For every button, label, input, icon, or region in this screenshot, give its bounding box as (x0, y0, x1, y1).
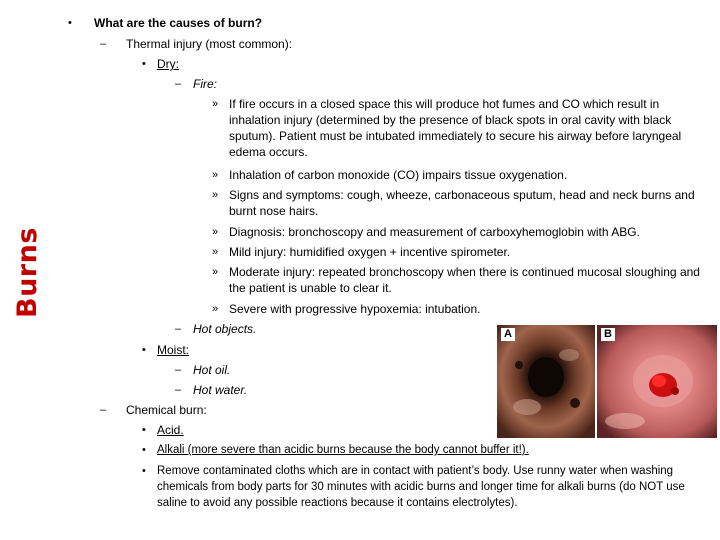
airway-photo-b (597, 325, 717, 438)
fire-item: Diagnosis: bronchoscopy and measurement of carboxyhemoglobin with ABG. (229, 225, 640, 239)
chemical-item (157, 442, 529, 458)
fire-heading: Fire: (193, 77, 217, 91)
chemical-item: Acid. (157, 423, 184, 437)
bullet-l4: – (175, 364, 182, 376)
bullet-l4: – (175, 323, 182, 335)
endoscopy-image-a (497, 325, 595, 438)
figure-label-b: B (601, 328, 615, 341)
moist-heading: Moist: (157, 343, 190, 357)
bullet-l1: • (68, 17, 72, 29)
bullet-l3: • (142, 344, 146, 356)
fire-item: Severe with progressive hypoxemia: intubation. (229, 302, 481, 316)
question-heading: What are the causes of burn? (94, 16, 263, 30)
thermal-heading: Thermal injury (most common): (126, 37, 293, 51)
fire-item: Mild injury: humidified oxygen + incentive spirometer. (229, 245, 511, 259)
fire-item: If fire occurs in a closed space this will produce hot fumes and CO which result in inhalation injury (determined by the presence of black spots in oral cavity with black sputum). Patient must be intubated immediately to secure his airway before laryngeal edema occurs. (229, 97, 682, 159)
fire-item: Inhalation of carbon monoxide (CO) impairs tissue oxygenation. (229, 168, 568, 182)
fire-item: Signs and symptoms: cough, wheeze, carbonaceous sputum, head and neck burns and burnt nose hairs. (229, 188, 695, 218)
bullet-l4: – (175, 384, 182, 396)
moist-item: Hot oil. (193, 363, 231, 377)
bullet-l5: » (212, 266, 219, 278)
bullet-l3: • (142, 465, 146, 477)
bullet-l5: » (212, 189, 219, 201)
moist-item: Hot water. (193, 383, 248, 397)
bullet-l2: – (100, 38, 107, 50)
bullet-l3: • (142, 424, 146, 436)
bullet-l5: » (212, 303, 219, 315)
fire-item: Moderate injury: repeated bronchoscopy when there is continued mucosal sloughing and the patient is unable to clear it. (229, 265, 700, 295)
slide-title-burns: Burns (12, 227, 43, 318)
bullet-l5: » (212, 226, 219, 238)
endoscopy-image-b (597, 325, 717, 438)
bullet-l3: • (142, 444, 146, 456)
bullet-l5: » (212, 98, 219, 110)
bullet-l4: – (175, 78, 182, 90)
chemical-heading: Chemical burn: (126, 403, 207, 417)
bullet-l5: » (212, 246, 219, 258)
bullet-l3: • (142, 58, 146, 70)
bullet-l2: – (100, 404, 107, 416)
dry-heading: Dry: (157, 57, 179, 71)
figure-label-a: A (501, 328, 515, 341)
hot-objects-item: Hot objects. (193, 322, 257, 336)
alkali-text: Alkali (more severe than acidic burns because the body cannot buffer it!). (157, 444, 529, 456)
airway-photo-a (497, 325, 595, 438)
bullet-l5: » (212, 169, 219, 181)
chemical-item: Remove contaminated cloths which are in contact with patient’s body. Use runny water when washing chemicals from body parts for 30 minutes with acidic burns and longer time for alkali burns (do NOT use saline to avoid any possible reactions because it contains electrolytes). (157, 465, 685, 509)
